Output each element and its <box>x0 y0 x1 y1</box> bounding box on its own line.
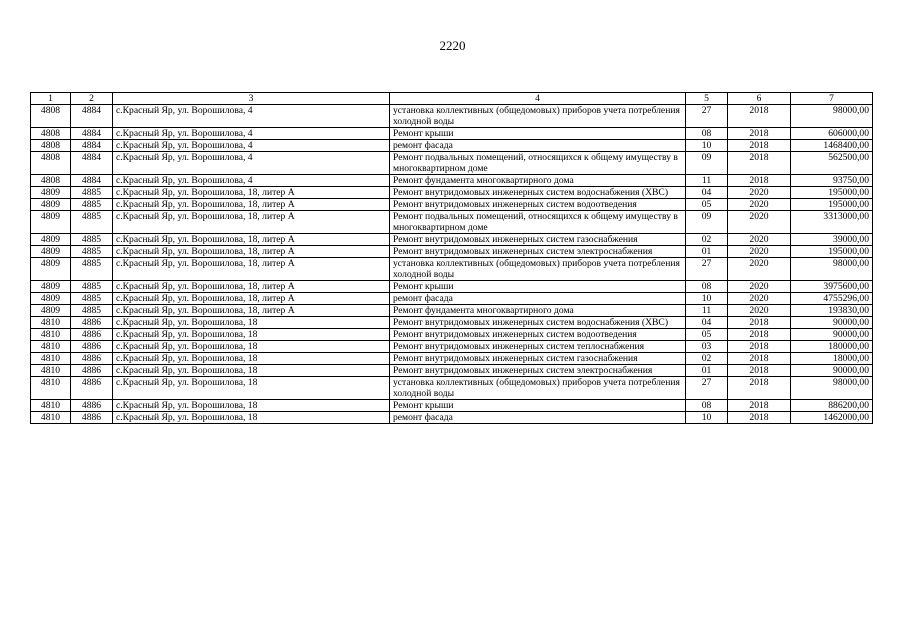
column-header: 6 <box>728 93 791 105</box>
work-type-cell: Ремонт внутридомовых инженерных систем газоснабжения <box>390 234 686 246</box>
work-code-cell: 04 <box>686 317 728 329</box>
table-row <box>31 128 873 140</box>
record-id-cell: 4885 <box>71 305 113 317</box>
address-cell: с.Красный Яр, ул. Ворошилова, 18 <box>113 341 390 353</box>
work-code-cell: 11 <box>686 305 728 317</box>
year-cell: 2020 <box>728 293 791 305</box>
year-cell: 2018 <box>728 152 791 175</box>
table-row <box>31 211 873 234</box>
record-id-cell: 4886 <box>71 365 113 377</box>
work-code-cell: 09 <box>686 152 728 175</box>
cost-cell: 193830,00 <box>791 305 873 317</box>
work-type-cell: Ремонт фундамента многоквартирного дома <box>390 175 686 187</box>
table-body <box>31 105 873 424</box>
table-row <box>31 377 873 400</box>
work-code-cell: 05 <box>686 329 728 341</box>
year-cell: 2018 <box>728 329 791 341</box>
work-type-cell: Ремонт внутридомовых инженерных систем электроснабжения <box>390 365 686 377</box>
work-type-cell: Ремонт подвальных помещений, относящихся к общему имуществу в многоквартирном доме <box>390 211 686 234</box>
row-number-cell: 4808 <box>31 128 71 140</box>
table-row <box>31 341 873 353</box>
table-row <box>31 152 873 175</box>
address-cell: с.Красный Яр, ул. Ворошилова, 18, литер А <box>113 281 390 293</box>
work-code-cell: 10 <box>686 140 728 152</box>
record-id-cell: 4885 <box>71 246 113 258</box>
cost-cell: 1462000,00 <box>791 412 873 424</box>
record-id-cell: 4885 <box>71 293 113 305</box>
row-number-cell: 4809 <box>31 281 71 293</box>
work-code-cell: 11 <box>686 175 728 187</box>
work-type-cell: Ремонт крыши <box>390 281 686 293</box>
work-type-cell: Ремонт крыши <box>390 128 686 140</box>
table-row <box>31 412 873 424</box>
work-type-cell: ремонт фасада <box>390 140 686 152</box>
table-row <box>31 199 873 211</box>
year-cell: 2020 <box>728 281 791 293</box>
year-cell: 2018 <box>728 175 791 187</box>
cost-cell: 886200,00 <box>791 400 873 412</box>
cost-cell: 98000,00 <box>791 105 873 128</box>
year-cell: 2020 <box>728 246 791 258</box>
row-number-cell: 4810 <box>31 329 71 341</box>
cost-cell: 90000,00 <box>791 365 873 377</box>
year-cell: 2018 <box>728 105 791 128</box>
record-id-cell: 4886 <box>71 317 113 329</box>
work-type-cell: ремонт фасада <box>390 293 686 305</box>
record-id-cell: 4886 <box>71 400 113 412</box>
table-row <box>31 234 873 246</box>
row-number-cell: 4810 <box>31 341 71 353</box>
address-cell: с.Красный Яр, ул. Ворошилова, 4 <box>113 175 390 187</box>
table-row <box>31 105 873 128</box>
cost-cell: 606000,00 <box>791 128 873 140</box>
record-id-cell: 4884 <box>71 152 113 175</box>
work-code-cell: 10 <box>686 412 728 424</box>
record-id-cell: 4884 <box>71 105 113 128</box>
table-row <box>31 365 873 377</box>
capital-repair-table <box>30 92 873 424</box>
address-cell: с.Красный Яр, ул. Ворошилова, 18, литер А <box>113 258 390 281</box>
row-number-cell: 4809 <box>31 199 71 211</box>
table-row <box>31 140 873 152</box>
work-code-cell: 08 <box>686 128 728 140</box>
record-id-cell: 4886 <box>71 377 113 400</box>
table-row <box>31 246 873 258</box>
address-cell: с.Красный Яр, ул. Ворошилова, 18, литер А <box>113 187 390 199</box>
year-cell: 2020 <box>728 234 791 246</box>
row-number-cell: 4809 <box>31 305 71 317</box>
row-number-cell: 4810 <box>31 353 71 365</box>
row-number-cell: 4809 <box>31 293 71 305</box>
work-type-cell: Ремонт внутридомовых инженерных систем теплоснабжения <box>390 341 686 353</box>
row-number-cell: 4808 <box>31 140 71 152</box>
row-number-cell: 4809 <box>31 246 71 258</box>
work-type-cell: Ремонт внутридомовых инженерных систем электроснабжения <box>390 246 686 258</box>
work-type-cell: установка коллективных (общедомовых) приборов учета потребления холодной воды <box>390 258 686 281</box>
work-code-cell: 27 <box>686 258 728 281</box>
row-number-cell: 4808 <box>31 105 71 128</box>
cost-cell: 1468400,00 <box>791 140 873 152</box>
column-header: 3 <box>113 93 390 105</box>
row-number-cell: 4809 <box>31 211 71 234</box>
work-code-cell: 08 <box>686 400 728 412</box>
year-cell: 2018 <box>728 353 791 365</box>
work-code-cell: 02 <box>686 234 728 246</box>
cost-cell: 90000,00 <box>791 317 873 329</box>
work-type-cell: Ремонт фундамента многоквартирного дома <box>390 305 686 317</box>
year-cell: 2018 <box>728 128 791 140</box>
record-id-cell: 4885 <box>71 234 113 246</box>
address-cell: с.Красный Яр, ул. Ворошилова, 4 <box>113 105 390 128</box>
table-row <box>31 305 873 317</box>
page-number: 2220 <box>439 38 466 53</box>
table-row <box>31 329 873 341</box>
table-row <box>31 293 873 305</box>
record-id-cell: 4886 <box>71 353 113 365</box>
record-id-cell: 4884 <box>71 175 113 187</box>
work-type-cell: Ремонт внутридомовых инженерных систем газоснабжения <box>390 353 686 365</box>
address-cell: с.Красный Яр, ул. Ворошилова, 18 <box>113 400 390 412</box>
row-number-cell: 4810 <box>31 377 71 400</box>
cost-cell: 180000,00 <box>791 341 873 353</box>
work-type-cell: установка коллективных (общедомовых) приборов учета потребления холодной воды <box>390 377 686 400</box>
record-id-cell: 4885 <box>71 258 113 281</box>
table-row <box>31 281 873 293</box>
year-cell: 2018 <box>728 365 791 377</box>
cost-cell: 90000,00 <box>791 329 873 341</box>
record-id-cell: 4884 <box>71 128 113 140</box>
address-cell: с.Красный Яр, ул. Ворошилова, 18 <box>113 412 390 424</box>
year-cell: 2018 <box>728 412 791 424</box>
cost-cell: 18000,00 <box>791 353 873 365</box>
cost-cell: 98000,00 <box>791 258 873 281</box>
work-code-cell: 03 <box>686 341 728 353</box>
record-id-cell: 4885 <box>71 199 113 211</box>
row-number-cell: 4808 <box>31 152 71 175</box>
row-number-cell: 4810 <box>31 365 71 377</box>
cost-cell: 195000,00 <box>791 187 873 199</box>
work-type-cell: Ремонт внутридомовых инженерных систем водоснабжения (ХВС) <box>390 317 686 329</box>
work-type-cell: ремонт фасада <box>390 412 686 424</box>
cost-cell: 195000,00 <box>791 199 873 211</box>
work-code-cell: 10 <box>686 293 728 305</box>
table-row <box>31 317 873 329</box>
column-header: 4 <box>390 93 686 105</box>
year-cell: 2020 <box>728 187 791 199</box>
table-row <box>31 258 873 281</box>
column-header: 5 <box>686 93 728 105</box>
address-cell: с.Красный Яр, ул. Ворошилова, 18 <box>113 365 390 377</box>
work-type-cell: Ремонт крыши <box>390 400 686 412</box>
cost-cell: 93750,00 <box>791 175 873 187</box>
row-number-cell: 4809 <box>31 258 71 281</box>
header-row <box>31 93 873 105</box>
year-cell: 2020 <box>728 258 791 281</box>
address-cell: с.Красный Яр, ул. Ворошилова, 18, литер А <box>113 293 390 305</box>
record-id-cell: 4886 <box>71 341 113 353</box>
record-id-cell: 4886 <box>71 329 113 341</box>
address-cell: с.Красный Яр, ул. Ворошилова, 18, литер А <box>113 199 390 211</box>
cost-cell: 39000,00 <box>791 234 873 246</box>
column-header: 2 <box>71 93 113 105</box>
address-cell: с.Красный Яр, ул. Ворошилова, 18, литер А <box>113 211 390 234</box>
column-header: 1 <box>31 93 71 105</box>
address-cell: с.Красный Яр, ул. Ворошилова, 18, литер А <box>113 305 390 317</box>
work-code-cell: 08 <box>686 281 728 293</box>
record-id-cell: 4884 <box>71 140 113 152</box>
address-cell: с.Красный Яр, ул. Ворошилова, 18 <box>113 377 390 400</box>
cost-cell: 3313000,00 <box>791 211 873 234</box>
year-cell: 2018 <box>728 317 791 329</box>
work-code-cell: 05 <box>686 199 728 211</box>
record-id-cell: 4885 <box>71 281 113 293</box>
row-number-cell: 4810 <box>31 317 71 329</box>
work-type-cell: Ремонт внутридомовых инженерных систем водоснабжения (ХВС) <box>390 187 686 199</box>
row-number-cell: 4810 <box>31 400 71 412</box>
work-type-cell: Ремонт внутридомовых инженерных систем водоотведения <box>390 329 686 341</box>
work-type-cell: установка коллективных (общедомовых) приборов учета потребления холодной воды <box>390 105 686 128</box>
record-id-cell: 4885 <box>71 211 113 234</box>
work-code-cell: 09 <box>686 211 728 234</box>
table-row <box>31 175 873 187</box>
column-header: 7 <box>791 93 873 105</box>
work-type-cell: Ремонт внутридомовых инженерных систем водоотведения <box>390 199 686 211</box>
address-cell: с.Красный Яр, ул. Ворошилова, 18, литер А <box>113 234 390 246</box>
year-cell: 2018 <box>728 341 791 353</box>
table-row <box>31 400 873 412</box>
cost-cell: 195000,00 <box>791 246 873 258</box>
address-cell: с.Красный Яр, ул. Ворошилова, 18 <box>113 329 390 341</box>
cost-cell: 4755296,00 <box>791 293 873 305</box>
work-code-cell: 01 <box>686 246 728 258</box>
year-cell: 2018 <box>728 377 791 400</box>
work-code-cell: 01 <box>686 365 728 377</box>
table-row <box>31 187 873 199</box>
year-cell: 2020 <box>728 305 791 317</box>
cost-cell: 562500,00 <box>791 152 873 175</box>
row-number-cell: 4810 <box>31 412 71 424</box>
year-cell: 2020 <box>728 211 791 234</box>
row-number-cell: 4809 <box>31 234 71 246</box>
table-row <box>31 353 873 365</box>
work-type-cell: Ремонт подвальных помещений, относящихся к общему имуществу в многоквартирном доме <box>390 152 686 175</box>
address-cell: с.Красный Яр, ул. Ворошилова, 4 <box>113 128 390 140</box>
row-number-cell: 4808 <box>31 175 71 187</box>
work-code-cell: 02 <box>686 353 728 365</box>
address-cell: с.Красный Яр, ул. Ворошилова, 18 <box>113 317 390 329</box>
year-cell: 2020 <box>728 199 791 211</box>
work-code-cell: 27 <box>686 105 728 128</box>
record-id-cell: 4885 <box>71 187 113 199</box>
year-cell: 2018 <box>728 400 791 412</box>
address-cell: с.Красный Яр, ул. Ворошилова, 4 <box>113 140 390 152</box>
work-code-cell: 04 <box>686 187 728 199</box>
address-cell: с.Красный Яр, ул. Ворошилова, 18, литер А <box>113 246 390 258</box>
cost-cell: 3975600,00 <box>791 281 873 293</box>
address-cell: с.Красный Яр, ул. Ворошилова, 18 <box>113 353 390 365</box>
row-number-cell: 4809 <box>31 187 71 199</box>
work-code-cell: 27 <box>686 377 728 400</box>
cost-cell: 98000,00 <box>791 377 873 400</box>
year-cell: 2018 <box>728 140 791 152</box>
record-id-cell: 4886 <box>71 412 113 424</box>
address-cell: с.Красный Яр, ул. Ворошилова, 4 <box>113 152 390 175</box>
